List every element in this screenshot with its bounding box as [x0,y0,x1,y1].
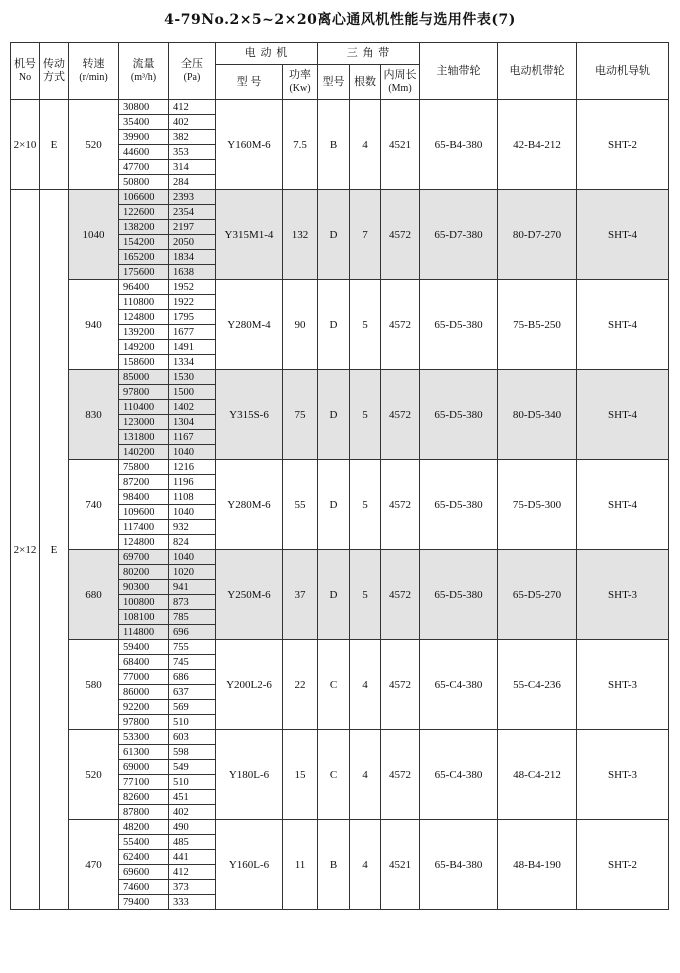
motor-model-cell: Y280M-4 [216,280,283,370]
flow-cell: 100800 [119,595,169,610]
motor-pulley-cell: 65-D5-270 [498,550,577,640]
flow-cell: 97800 [119,385,169,400]
pressure-cell: 1304 [169,415,216,430]
belt-type-cell: C [318,640,350,730]
belt-count-cell: 7 [350,190,381,280]
motor-rail-cell: SHT-3 [577,730,669,820]
motor-pulley-cell: 48-C4-212 [498,730,577,820]
flow-cell: 77100 [119,775,169,790]
flow-cell: 69600 [119,865,169,880]
header-belt-count: 根数 [350,65,381,100]
belt-length-cell: 4572 [381,190,420,280]
speed-cell: 580 [69,640,119,730]
table-row [11,550,669,565]
pressure-cell: 451 [169,790,216,805]
motor-pulley-cell: 80-D7-270 [498,190,577,280]
motor-pulley-cell: 48-B4-190 [498,820,577,910]
flow-cell: 44600 [119,145,169,160]
header-model-no: 机号 No [11,43,40,100]
fan-spec-table [10,42,669,910]
flow-cell: 62400 [119,850,169,865]
belt-type-cell: C [318,730,350,820]
pressure-cell: 1216 [169,460,216,475]
pressure-cell: 412 [169,100,216,115]
pressure-cell: 1108 [169,490,216,505]
pressure-cell: 1040 [169,505,216,520]
flow-cell: 48200 [119,820,169,835]
belt-type-cell: D [318,550,350,640]
pressure-cell: 402 [169,805,216,820]
flow-cell: 69000 [119,760,169,775]
pressure-cell: 510 [169,775,216,790]
pressure-cell: 696 [169,625,216,640]
motor-model-cell: Y180L-6 [216,730,283,820]
pressure-cell: 333 [169,895,216,910]
motor-rail-cell: SHT-3 [577,550,669,640]
pressure-cell: 1638 [169,265,216,280]
flow-cell: 106600 [119,190,169,205]
flow-cell: 92200 [119,700,169,715]
pressure-cell: 1922 [169,295,216,310]
pressure-cell: 1040 [169,550,216,565]
pressure-cell: 412 [169,865,216,880]
flow-cell: 86000 [119,685,169,700]
pressure-cell: 745 [169,655,216,670]
flow-cell: 75800 [119,460,169,475]
motor-rail-cell: SHT-2 [577,820,669,910]
motor-pulley-cell: 75-B5-250 [498,280,577,370]
flow-cell: 149200 [119,340,169,355]
flow-cell: 59400 [119,640,169,655]
pressure-cell: 382 [169,130,216,145]
header-belt-length: 内周长 (Mm) [381,65,420,100]
flow-cell: 110400 [119,400,169,415]
flow-cell: 175600 [119,265,169,280]
main-pulley-cell: 65-D7-380 [420,190,498,280]
table-row [11,640,669,655]
belt-count-cell: 4 [350,820,381,910]
pressure-cell: 686 [169,670,216,685]
flow-cell: 90300 [119,580,169,595]
speed-cell: 940 [69,280,119,370]
flow-cell: 122600 [119,205,169,220]
main-pulley-cell: 65-D5-380 [420,550,498,640]
pressure-cell: 373 [169,880,216,895]
motor-pulley-cell: 55-C4-236 [498,640,577,730]
motor-rail-cell: SHT-4 [577,280,669,370]
flow-cell: 131800 [119,430,169,445]
table-body [11,100,669,910]
pressure-cell: 1167 [169,430,216,445]
pressure-cell: 1530 [169,370,216,385]
flow-cell: 123000 [119,415,169,430]
pressure-cell: 402 [169,115,216,130]
pressure-cell: 873 [169,595,216,610]
belt-count-cell: 5 [350,460,381,550]
flow-cell: 85000 [119,370,169,385]
header-motor-pulley: 电动机带轮 [498,43,577,100]
pressure-cell: 1795 [169,310,216,325]
pressure-cell: 824 [169,535,216,550]
motor-model-cell: Y160L-6 [216,820,283,910]
pressure-cell: 284 [169,175,216,190]
flow-cell: 61300 [119,745,169,760]
pressure-cell: 2050 [169,235,216,250]
main-pulley-cell: 65-C4-380 [420,730,498,820]
main-pulley-cell: 65-D5-380 [420,460,498,550]
motor-rail-cell: SHT-4 [577,370,669,460]
belt-length-cell: 4572 [381,730,420,820]
drive-type-cell: E [40,100,69,190]
belt-length-cell: 4572 [381,460,420,550]
belt-length-cell: 4521 [381,820,420,910]
flow-cell: 35400 [119,115,169,130]
pressure-cell: 637 [169,685,216,700]
pressure-cell: 314 [169,160,216,175]
belt-type-cell: D [318,460,350,550]
pressure-cell: 598 [169,745,216,760]
pressure-cell: 1500 [169,385,216,400]
pressure-cell: 2354 [169,205,216,220]
machine-number-cell: 2×12 [11,190,40,910]
belt-type-cell: B [318,100,350,190]
flow-cell: 124800 [119,535,169,550]
flow-cell: 154200 [119,235,169,250]
belt-length-cell: 4572 [381,550,420,640]
power-cell: 7.5 [283,100,318,190]
speed-cell: 680 [69,550,119,640]
motor-pulley-cell: 80-D5-340 [498,370,577,460]
pressure-cell: 2197 [169,220,216,235]
table-row [11,100,669,115]
pressure-cell: 785 [169,610,216,625]
flow-cell: 158600 [119,355,169,370]
belt-type-cell: D [318,190,350,280]
power-cell: 132 [283,190,318,280]
motor-model-cell: Y315S-6 [216,370,283,460]
pressure-cell: 569 [169,700,216,715]
flow-cell: 87200 [119,475,169,490]
belt-length-cell: 4572 [381,280,420,370]
main-pulley-cell: 65-B4-380 [420,820,498,910]
belt-length-cell: 4521 [381,100,420,190]
motor-rail-cell: SHT-4 [577,190,669,280]
belt-type-cell: B [318,820,350,910]
motor-model-cell: Y250M-6 [216,550,283,640]
belt-count-cell: 4 [350,730,381,820]
header-drive: 传动方式 [40,43,69,100]
speed-cell: 470 [69,820,119,910]
pressure-cell: 485 [169,835,216,850]
header-belt-model: 型号 [318,65,350,100]
belt-type-cell: D [318,280,350,370]
belt-count-cell: 5 [350,280,381,370]
main-pulley-cell: 65-C4-380 [420,640,498,730]
pressure-cell: 1040 [169,445,216,460]
table-header [11,43,669,100]
header-main-pulley: 主轴带轮 [420,43,498,100]
pressure-cell: 1020 [169,565,216,580]
power-cell: 90 [283,280,318,370]
pressure-cell: 755 [169,640,216,655]
flow-cell: 114800 [119,625,169,640]
flow-cell: 139200 [119,325,169,340]
pressure-cell: 941 [169,580,216,595]
pressure-cell: 1196 [169,475,216,490]
flow-cell: 80200 [119,565,169,580]
flow-cell: 108100 [119,610,169,625]
belt-count-cell: 4 [350,640,381,730]
machine-number-cell: 2×10 [11,100,40,190]
header-motor-rail: 电动机导轨 [577,43,669,100]
belt-type-cell: D [318,370,350,460]
pressure-cell: 932 [169,520,216,535]
belt-count-cell: 4 [350,100,381,190]
flow-cell: 98400 [119,490,169,505]
header-motor: 电 动 机 [216,43,318,65]
flow-cell: 97800 [119,715,169,730]
main-pulley-cell: 65-D5-380 [420,280,498,370]
power-cell: 15 [283,730,318,820]
flow-cell: 30800 [119,100,169,115]
motor-pulley-cell: 75-D5-300 [498,460,577,550]
flow-cell: 68400 [119,655,169,670]
motor-model-cell: Y315M1-4 [216,190,283,280]
motor-model-cell: Y160M-6 [216,100,283,190]
pressure-cell: 490 [169,820,216,835]
flow-cell: 140200 [119,445,169,460]
flow-cell: 55400 [119,835,169,850]
page-title: 4-79No.2×5~2×20离心通风机性能与选用件表(7) [164,12,516,28]
header-belt: 三 角 带 [318,43,420,65]
motor-rail-cell: SHT-4 [577,460,669,550]
speed-cell: 520 [69,730,119,820]
motor-model-cell: Y280M-6 [216,460,283,550]
flow-cell: 47700 [119,160,169,175]
main-pulley-cell: 65-D5-380 [420,370,498,460]
pressure-cell: 1677 [169,325,216,340]
table-row [11,370,669,385]
header-flow: 流量 (m³/h) [119,43,169,100]
power-cell: 11 [283,820,318,910]
speed-cell: 830 [69,370,119,460]
motor-rail-cell: SHT-3 [577,640,669,730]
flow-cell: 117400 [119,520,169,535]
flow-cell: 109600 [119,505,169,520]
power-cell: 22 [283,640,318,730]
flow-cell: 138200 [119,220,169,235]
flow-cell: 53300 [119,730,169,745]
flow-cell: 74600 [119,880,169,895]
flow-cell: 110800 [119,295,169,310]
pressure-cell: 510 [169,715,216,730]
header-pressure: 全压 (Pa) [169,43,216,100]
header-motor-model: 型 号 [216,65,283,100]
pressure-cell: 1491 [169,340,216,355]
pressure-cell: 549 [169,760,216,775]
pressure-cell: 1952 [169,280,216,295]
speed-cell: 740 [69,460,119,550]
table-row [11,820,669,835]
belt-count-cell: 5 [350,370,381,460]
power-cell: 75 [283,370,318,460]
table-row [11,190,669,205]
header-power: 功率 (Kw) [283,65,318,100]
speed-cell: 520 [69,100,119,190]
main-pulley-cell: 65-B4-380 [420,100,498,190]
table-row [11,730,669,745]
drive-type-cell: E [40,190,69,910]
belt-length-cell: 4572 [381,640,420,730]
motor-pulley-cell: 42-B4-212 [498,100,577,190]
power-cell: 55 [283,460,318,550]
pressure-cell: 2393 [169,190,216,205]
flow-cell: 87800 [119,805,169,820]
flow-cell: 39900 [119,130,169,145]
pressure-cell: 1334 [169,355,216,370]
flow-cell: 50800 [119,175,169,190]
flow-cell: 79400 [119,895,169,910]
flow-cell: 77000 [119,670,169,685]
header-speed: 转速 (r/min) [69,43,119,100]
belt-count-cell: 5 [350,550,381,640]
motor-rail-cell: SHT-2 [577,100,669,190]
motor-model-cell: Y200L2-6 [216,640,283,730]
flow-cell: 165200 [119,250,169,265]
pressure-cell: 441 [169,850,216,865]
speed-cell: 1040 [69,190,119,280]
flow-cell: 82600 [119,790,169,805]
pressure-cell: 353 [169,145,216,160]
pressure-cell: 603 [169,730,216,745]
flow-cell: 124800 [119,310,169,325]
table-row [11,280,669,295]
flow-cell: 69700 [119,550,169,565]
table-row [11,460,669,475]
pressure-cell: 1402 [169,400,216,415]
pressure-cell: 1834 [169,250,216,265]
power-cell: 37 [283,550,318,640]
belt-length-cell: 4572 [381,370,420,460]
flow-cell: 96400 [119,280,169,295]
